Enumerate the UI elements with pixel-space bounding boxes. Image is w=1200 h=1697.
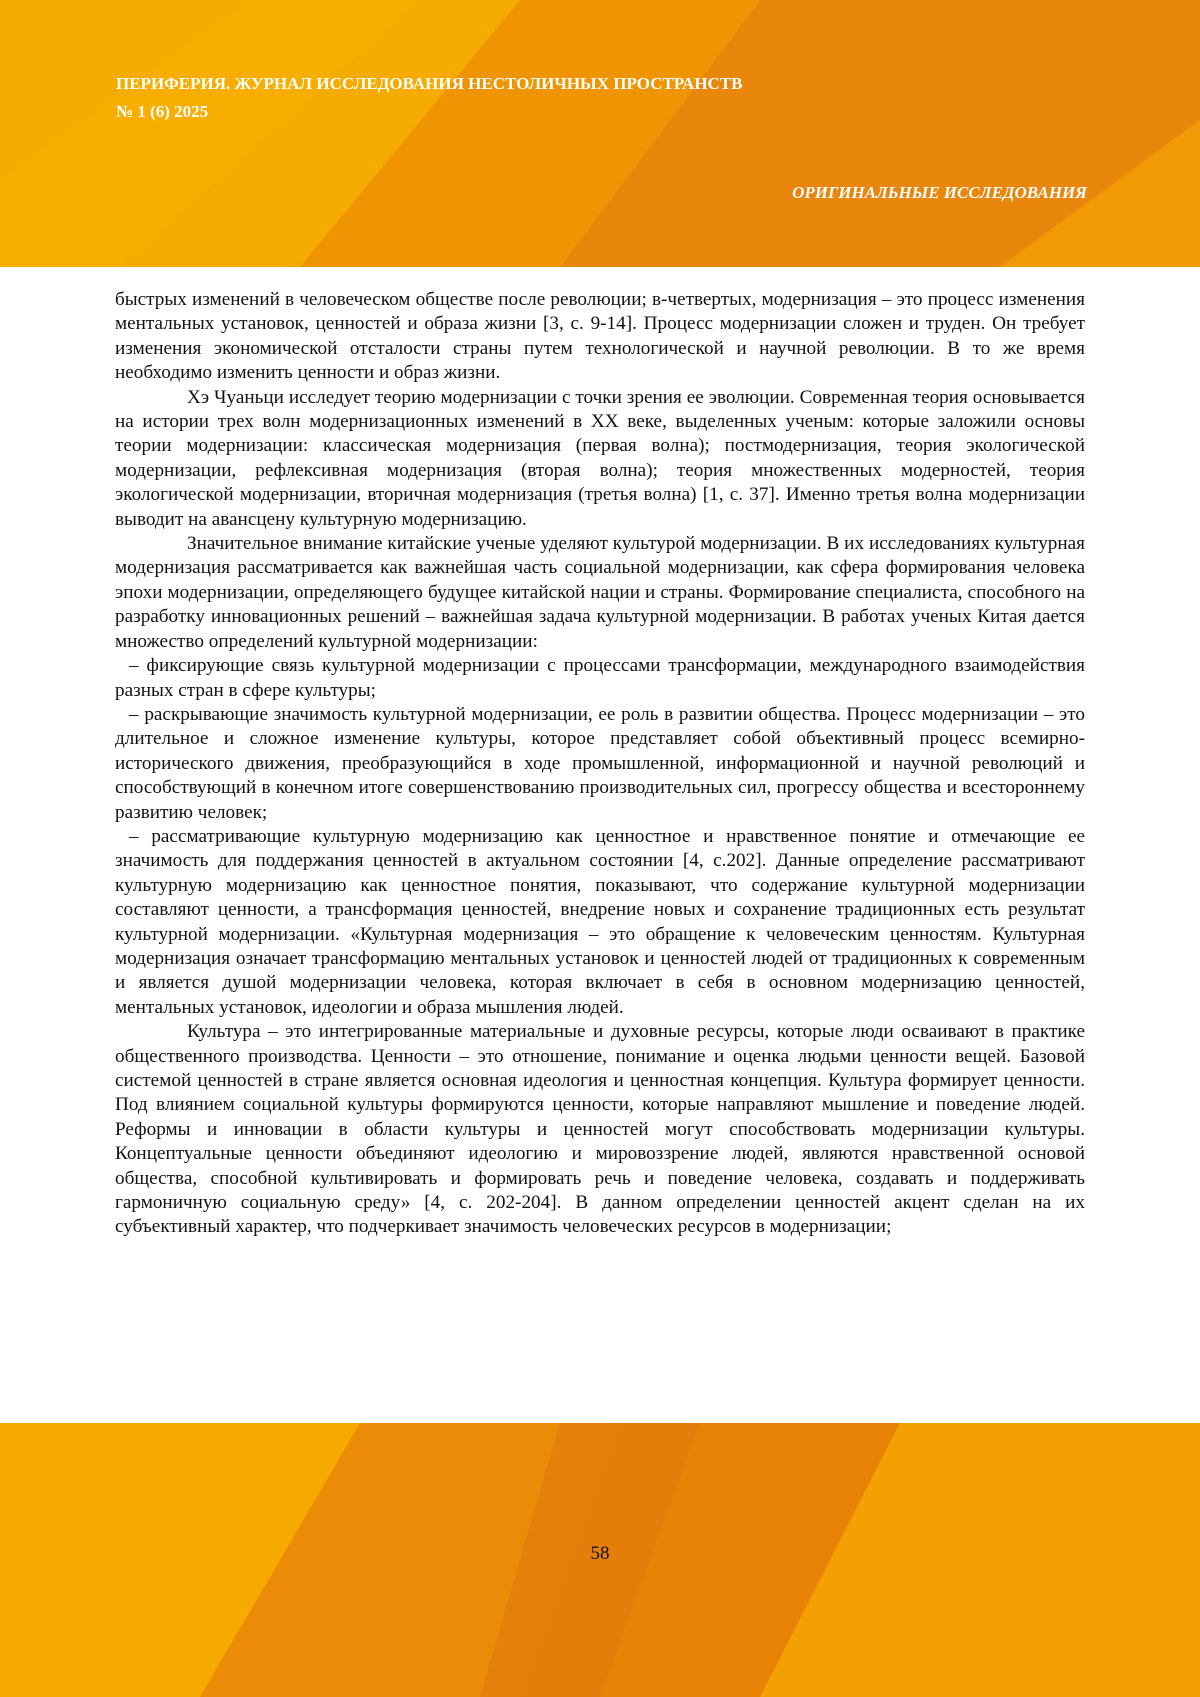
content-area bbox=[0, 267, 1200, 1423]
list-item: – фиксирующие связь культурной модернизации с процессами трансформации, международного взаимодействия разных стран в сфере культуры; bbox=[115, 655, 1085, 701]
journal-header bbox=[116, 70, 743, 126]
section-label: ОРИГИНАЛЬНЫЕ ИССЛЕДОВАНИЯ bbox=[792, 183, 1087, 202]
paragraph: Хэ Чуаньци исследует теорию модернизации с точки зрения ее эволюции. Современная теория основывается на истории трех волн модернизационных изменений в XX веке, выделенных ученым: которые заложили основы теории модернизации: классическая модернизация (первая волна); постмодернизация, теория экологической модернизации, рефлексивная модернизация (вторая волна); теория множественных модерностей, теория экологической модернизации, вторичная модернизация (третья волна) [1, с. 37]. Именно третья волна модернизации выводит на авансцену культурную модернизацию. bbox=[115, 386, 1085, 530]
page-number: 58 bbox=[590, 1543, 610, 1564]
issue-number: № 1 (6) 2025 bbox=[116, 102, 209, 121]
paragraph: Культура – это интегрированные материальные и духовные ресурсы, которые люди осваивают в практике общественного производства. Ценности – это отношение, понимание и оценка людьми ценности вещей. Базовой системой ценностей в стране является основная идеология и ценностная концепция. Культура формирует ценности. Под влиянием социальной культуры формируются ценности, которые направляют мышление и поведение людей. Реформы и инновации в области культуры и ценностей могут способствовать модернизации культуры. Концептуальные ценности объединяют идеологию и мировоззрение людей, являются нравственной основой общества, способной культивировать и формировать речь и поведение человека, создавать и поддерживать гармоничную социальную среду» [4, с. 202-204]. В данном определении ценностей акцент сделан на их субъективный характер, что подчеркивает значимость человеческих ресурсов в модернизации; bbox=[115, 1021, 1085, 1238]
paragraph: Значительное внимание китайские ученые уделяют культурой модернизации. В их исследованиях культурная модернизация рассматривается как важнейшая часть социальной модернизации, как сфера формирования человека эпохи модернизации, определяющего будущее китайской нации и страны. Формирование специалиста, способного на разработку инновационных решений – важнейшая задача культурной модернизации. В работах ученых Китая дается множество определений культурной модернизации: bbox=[115, 533, 1085, 652]
journal-title: ПЕРИФЕРИЯ. ЖУРНАЛ ИССЛЕДОВАНИЯ НЕСТОЛИЧНЫХ ПРОСТРАНСТВ bbox=[116, 74, 743, 93]
paragraph: быстрых изменений в человеческом обществе после революции; в-четвертых, модернизация – это процесс изменения ментальных установок, ценностей и образа жизни [3, с. 9-14]. Процесс модернизации сложен и труден. Он требует изменения экономической отсталости страны путем технологической и научной революции. В то же время необходимо изменить ценности и образ жизни. bbox=[115, 289, 1085, 384]
list-item: – рассматривающие культурную модернизацию как ценностное и нравственное понятие и отмечающие ее значимость для поддержания ценностей в актуальном состоянии [4, с.202]. Данные определение рассматривают культурную модернизацию как ценностное понятия, показывают, что содержание культурной модернизации составляют ценности, а трансформация ценностей, внедрение новых и сохранение традиционных есть результат культурной модернизации. «Культурная модернизация – это обращение к человеческим ценностям. Культурная модернизация означает трансформацию ментальных установок и ценностей людей от традиционных к современным и является душой модернизации человека, которая включает в себя в основном модернизацию ценностей, ментальных установок, идеологии и образа мышления людей. bbox=[115, 825, 1085, 1018]
list-item: – раскрывающие значимость культурной модернизации, ее роль в развитии общества. Процесс модернизации – это длительное и сложное изменение культуры, которое представляет собой объективный процесс всемирно-исторического движения, преобразующийся в ходе промышленной, информационной и научной революций и способствующий в конечном итоге совершенствованию производительных сил, прогрессу общества и всестороннему развитию человек; bbox=[115, 703, 1085, 823]
article-body bbox=[115, 288, 1085, 1240]
